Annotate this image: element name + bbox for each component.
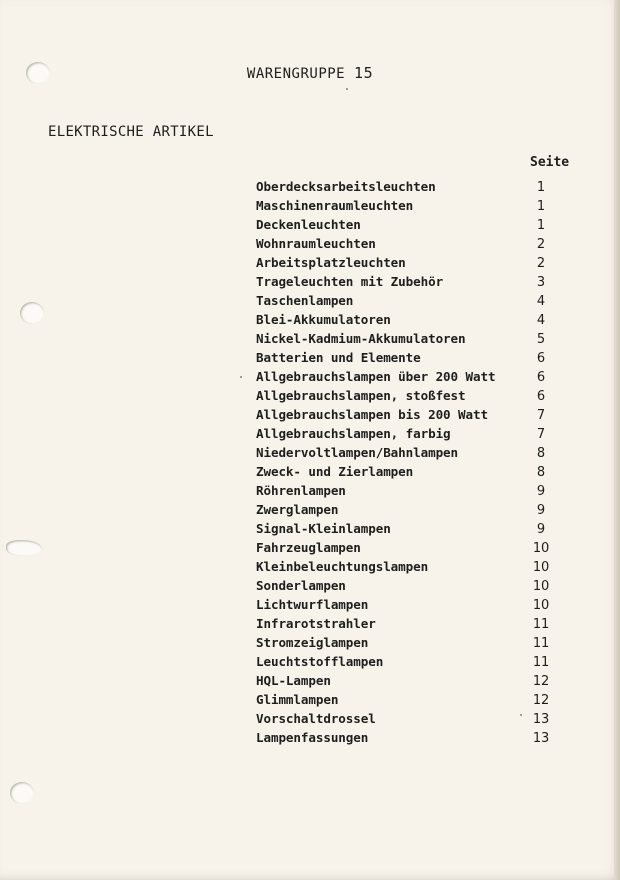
toc-entry	[256, 557, 556, 576]
toc-entry	[256, 614, 556, 633]
toc-entry-page: 10	[532, 598, 550, 613]
toc-entry-title: Zweck- und Zierlampen	[256, 464, 414, 479]
toc-entry	[256, 728, 556, 747]
toc-entry	[256, 481, 556, 500]
toc-entry-title: HQL-Lampen	[256, 673, 331, 688]
toc-entry	[256, 386, 556, 405]
toc-entry	[256, 253, 556, 272]
toc-entry	[256, 671, 556, 690]
toc-entry-title: Infrarotstrahler	[256, 616, 376, 631]
toc-entry-title: Taschenlampen	[256, 293, 354, 308]
toc-entry	[256, 272, 556, 291]
toc-entry-title: Glimmlampen	[256, 692, 339, 707]
toc-entry-page: 9	[536, 522, 546, 537]
toc-entry-title: Trageleuchten mit Zubehör	[256, 274, 444, 289]
toc-entry-title: Fahrzeuglampen	[256, 540, 361, 555]
toc-entry-title: Wohnraumleuchten	[256, 236, 376, 251]
toc-entry-page: 1	[536, 218, 546, 233]
toc-entry-title: Arbeitsplatzleuchten	[256, 255, 406, 270]
punch-hole	[20, 302, 44, 324]
page-title	[0, 64, 620, 82]
toc-entry-page: 6	[536, 389, 546, 404]
toc-entry	[256, 367, 556, 386]
toc-entry	[256, 405, 556, 424]
toc-entry-title: Maschinenraumleuchten	[256, 198, 414, 213]
toc-entry-page: 1	[536, 180, 546, 195]
toc-entry-title: Allgebrauchslampen bis 200 Watt	[256, 407, 488, 422]
toc-entry	[256, 538, 556, 557]
toc-entry-page: 4	[536, 294, 546, 309]
toc-entry-title: Kleinbeleuchtungslampen	[256, 559, 429, 574]
table-of-contents	[256, 177, 556, 747]
toc-entry-page: 7	[536, 408, 546, 423]
toc-entry-page: 7	[536, 427, 546, 442]
toc-entry-page: 1	[536, 199, 546, 214]
paper-speck	[346, 88, 348, 90]
page-column-header: Seite	[530, 155, 570, 170]
toc-entry-title: Leuchtstofflampen	[256, 654, 384, 669]
page-title-number: 15	[354, 64, 374, 82]
torn-punch-hole	[6, 540, 42, 556]
toc-entry	[256, 576, 556, 595]
toc-entry	[256, 424, 556, 443]
toc-entry	[256, 709, 556, 728]
toc-entry-page: 11	[532, 655, 550, 670]
toc-entry-page: 2	[536, 256, 546, 271]
section-heading: ELEKTRISCHE ARTIKEL	[48, 124, 214, 140]
toc-entry	[256, 690, 556, 709]
toc-entry	[256, 215, 556, 234]
toc-entry	[256, 652, 556, 671]
toc-entry-title: Sonderlampen	[256, 578, 346, 593]
toc-entry-title: Zwerglampen	[256, 502, 339, 517]
toc-entry	[256, 500, 556, 519]
toc-entry-page: 11	[532, 617, 550, 632]
toc-entry-page: 11	[532, 636, 550, 651]
toc-entry-title: Allgebrauchslampen, stoßfest	[256, 388, 466, 403]
toc-entry-page: 8	[536, 465, 546, 480]
toc-entry-page: 9	[536, 503, 546, 518]
toc-entry	[256, 633, 556, 652]
toc-entry-page: 5	[536, 332, 546, 347]
toc-entry	[256, 177, 556, 196]
toc-entry	[256, 291, 556, 310]
toc-entry-page: 10	[532, 560, 550, 575]
toc-entry-title: Allgebrauchslampen über 200 Watt	[256, 369, 496, 384]
page-title-text: WARENGRUPPE	[246, 66, 346, 82]
toc-entry-title: Oberdecksarbeitsleuchten	[256, 179, 436, 194]
toc-entry-page: 10	[532, 541, 550, 556]
punch-hole	[10, 782, 34, 804]
toc-entry	[256, 329, 556, 348]
toc-entry-page: 2	[536, 237, 546, 252]
toc-entry-page: 13	[532, 731, 550, 746]
toc-entry-title: Niedervoltlampen/Bahnlampen	[256, 445, 459, 460]
toc-entry-title: Nickel-Kadmium-Akkumulatoren	[256, 331, 466, 346]
toc-entry	[256, 234, 556, 253]
toc-entry-page: 6	[536, 351, 546, 366]
toc-entry-title: Deckenleuchten	[256, 217, 361, 232]
toc-entry-page: 13	[532, 712, 550, 727]
toc-entry-page: 12	[532, 674, 550, 689]
toc-entry-page: 8	[536, 446, 546, 461]
toc-entry-page: 6	[536, 370, 546, 385]
toc-entry	[256, 310, 556, 329]
toc-entry-page: 9	[536, 484, 546, 499]
toc-entry-page: 12	[532, 693, 550, 708]
toc-entry-page: 3	[536, 275, 546, 290]
toc-entry-title: Stromzeiglampen	[256, 635, 369, 650]
toc-entry-title: Lampenfassungen	[256, 730, 369, 745]
paper-speck	[520, 714, 522, 716]
page-edge-shadow	[614, 0, 620, 880]
paper-speck	[240, 376, 242, 378]
toc-entry-title: Vorschaltdrossel	[256, 711, 376, 726]
toc-entry	[256, 595, 556, 614]
toc-entry	[256, 443, 556, 462]
toc-entry-title: Röhrenlampen	[256, 483, 346, 498]
toc-entry-title: Signal-Kleinlampen	[256, 521, 391, 536]
toc-entry-title: Batterien und Elemente	[256, 350, 421, 365]
toc-entry-title: Allgebrauchslampen, farbig	[256, 426, 451, 441]
toc-entry-title: Blei-Akkumulatoren	[256, 312, 391, 327]
toc-entry-page: 10	[532, 579, 550, 594]
toc-entry	[256, 462, 556, 481]
toc-entry-page: 4	[536, 313, 546, 328]
toc-entry	[256, 348, 556, 367]
toc-entry	[256, 196, 556, 215]
toc-entry-title: Lichtwurflampen	[256, 597, 369, 612]
toc-entry	[256, 519, 556, 538]
